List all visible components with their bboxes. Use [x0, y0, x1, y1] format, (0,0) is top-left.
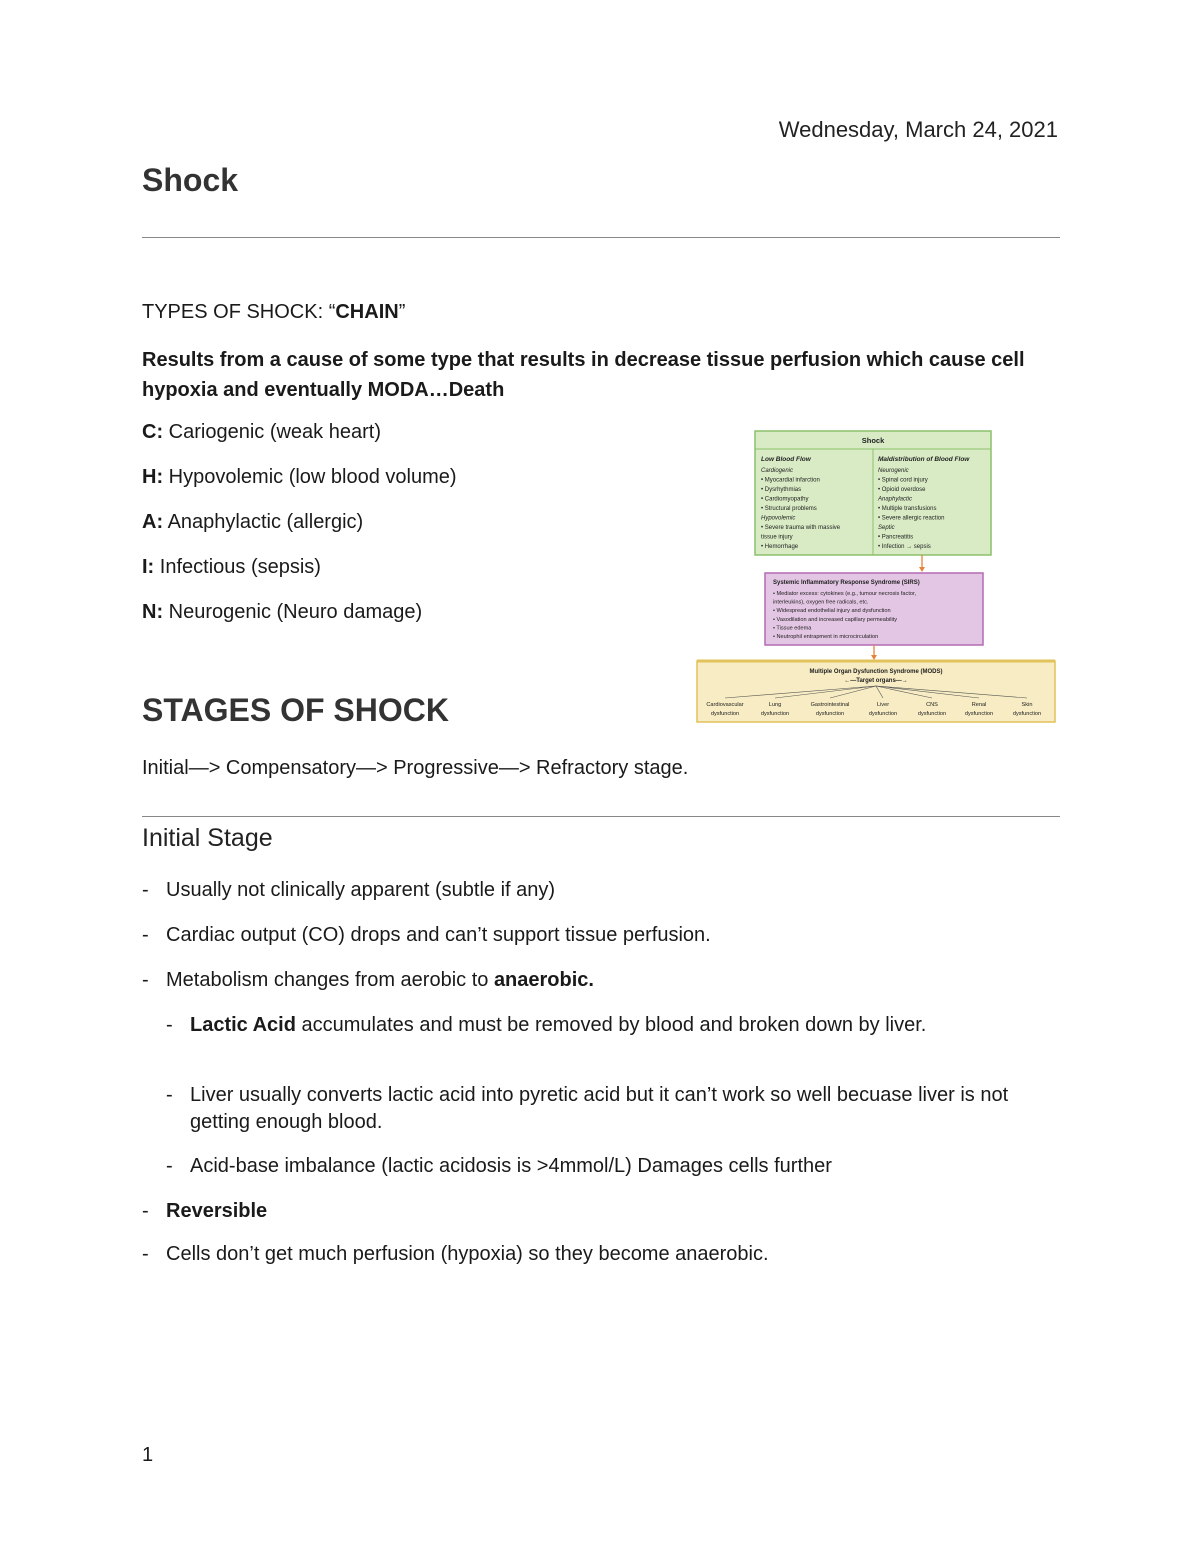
diagram-line: interleukins), oxygen free radicals, etc. [773, 599, 869, 606]
initial-stage-heading: Initial Stage [142, 824, 273, 852]
document-date: Wednesday, March 24, 2021 [778, 117, 1058, 142]
diagram-line: Neurogenic [878, 468, 909, 474]
organ-sub: dysfunction [1012, 711, 1042, 717]
chain-item-a: A: Anaphylactic (allergic) [142, 511, 364, 533]
chain-item-h: H: Hypovolemic (low blood volume) [142, 466, 457, 488]
diagram-line: • Opioid overdose [878, 487, 926, 493]
diagram-line: • Severe allergic reaction [878, 515, 945, 522]
diagram-line: Hypovolemic [761, 515, 796, 522]
diagram-line: • Severe trauma with massive [761, 525, 841, 531]
diagram-line: • Dysrhythmias [761, 487, 802, 493]
target-organs-label: ←—Target organs—→ [844, 678, 908, 684]
mods-title: Multiple Organ Dysfunction Syndrome (MODS) [809, 669, 943, 675]
diagram-line: • Hemorrhage [761, 544, 799, 550]
diagram-line: • Spinal cord injury [878, 477, 928, 484]
chain-item-c: C: Cariogenic (weak heart) [142, 421, 381, 443]
organ-sub: dysfunction [760, 711, 790, 717]
list-item: - Lactic Acid accumulates and must be removed by blood and broken down by liver. [166, 1014, 927, 1036]
intro-text: Results from a cause of some type that results in decrease tissue perfusion which cause cell hypoxia and eventually MODA…Death [142, 349, 1025, 401]
chain-item-i: I: Infectious (sepsis) [142, 556, 321, 578]
organ-name: Lung [768, 702, 782, 708]
divider [142, 237, 1060, 238]
diagram-line: • Myocardial infarction [761, 477, 820, 484]
diagram-line: • Infection → sepsis [878, 544, 931, 550]
organ-name: Cardiovascular [706, 702, 744, 708]
sirs-title: Systemic Inflammatory Response Syndrome (SIRS) [773, 580, 920, 586]
list-item: - Liver usually converts lactic acid into pyretic acid but it can’t work so well becuase liver is not getting enough blood. [166, 1084, 1009, 1133]
organ-name: CNS [926, 702, 938, 708]
diagram-line: • Neutrophil entrapment in microcirculation [773, 634, 879, 640]
diagram-line: • Widespread endothelial injury and dysfunction [773, 608, 891, 615]
chain-item-n: N: Neurogenic (Neuro damage) [142, 601, 423, 623]
stages-sequence: Initial—> Compensatory—> Progressive—> Refractory stage. [142, 757, 689, 779]
diagram-line: Septic [878, 525, 895, 531]
diagram-shock-title: Shock [861, 436, 885, 445]
diagram-line: Anaphylactic [878, 496, 913, 503]
diagram-line: • Multiple transfusions [878, 506, 937, 512]
diagram-line: • Pancreatitis [878, 534, 914, 541]
diagram-line: tissue injury [761, 534, 793, 541]
organ-name: Gastrointestinal [810, 702, 850, 708]
organ-sub: dysfunction [815, 711, 845, 717]
shock-diagram [695, 430, 1057, 724]
organ-name: Skin [1021, 702, 1033, 708]
diagram-line: • Tissue edema [773, 625, 812, 632]
list-item: - Acid-base imbalance (lactic acidosis is >4mmol/L) Damages cells further [166, 1155, 832, 1177]
list-item: - Reversible [142, 1200, 268, 1222]
types-heading: TYPES OF SHOCK: “CHAIN” [142, 301, 406, 323]
page-number: 1 [142, 1444, 154, 1466]
stages-title: STAGES OF SHOCK [142, 692, 449, 728]
organ-sub: dysfunction [917, 711, 947, 717]
list-item: - Cells don’t get much perfusion (hypoxia) so they become anaerobic. [142, 1243, 769, 1265]
low-flow-title: Low Blood Flow [761, 456, 811, 463]
diagram-line: • Structural problems [761, 506, 817, 512]
list-item: - Metabolism changes from aerobic to anaerobic. [142, 969, 594, 991]
diagram-line: Cardiogenic [761, 468, 794, 474]
organ-name: Liver [876, 702, 890, 708]
list-item: - Cardiac output (CO) drops and can’t support tissue perfusion. [142, 924, 711, 946]
organ-name: Renal [971, 702, 987, 708]
maldist-title: Maldistribution of Blood Flow [878, 456, 970, 463]
organ-sub: dysfunction [868, 711, 898, 717]
organ-sub: dysfunction [964, 711, 994, 717]
diagram-line: • Mediator excess: cytokines (e.g., tumour necrosis factor, [773, 591, 917, 597]
organ-sub: dysfunction [710, 711, 740, 717]
divider [142, 816, 1060, 817]
diagram-line: • Vasodilation and increased capillary permeability [773, 616, 898, 623]
list-item: - Usually not clinically apparent (subtle if any) [142, 879, 556, 901]
diagram-line: • Cardiomyopathy [761, 496, 809, 503]
page-title: Shock [142, 162, 239, 198]
